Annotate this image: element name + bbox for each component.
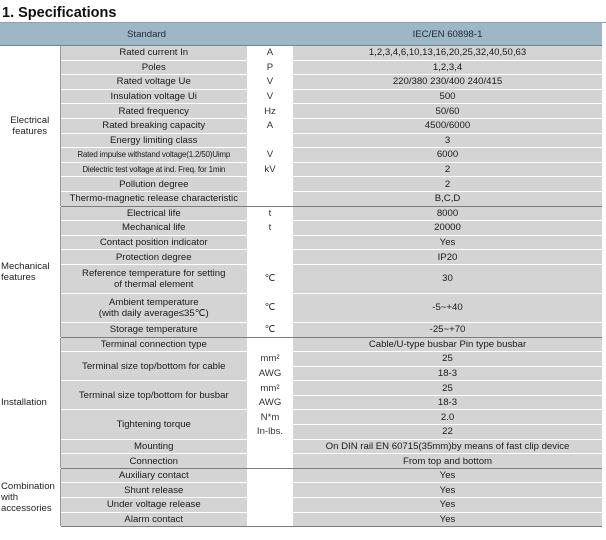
header-standard-value: IEC/EN 60898-1 [293, 23, 602, 46]
spec-unit: AWG [247, 395, 293, 410]
table-row [0, 148, 602, 163]
spec-value: 18-3 [293, 395, 602, 410]
spec-value: Yes [293, 235, 602, 250]
spec-label: Insulation voltage Ui [60, 89, 247, 104]
table-row [0, 221, 602, 236]
spec-label: Terminal size top/bottom for cable [60, 352, 247, 381]
spec-value: -25~+70 [293, 322, 602, 337]
spec-label: Rated frequency [60, 104, 247, 119]
spec-value: Cable/U-type busbar Pin type busbar [293, 337, 602, 352]
section-title: 1. Specifications [2, 5, 117, 21]
table-row [0, 468, 602, 483]
spec-value: 18-3 [293, 366, 602, 381]
spec-label: Rated impulse withstand voltage(1.2/50)Uimp [60, 148, 247, 163]
table-row [0, 322, 602, 337]
spec-label: Thermo-magnetic release characteristic [60, 191, 247, 206]
spec-unit: In-lbs. [247, 425, 293, 440]
table-row [0, 133, 602, 148]
spec-unit [247, 337, 293, 352]
table-row [0, 46, 602, 61]
spec-label: Ambient temperature (with daily average≤35℃) [60, 293, 247, 322]
spec-value: 2 [293, 162, 602, 177]
spec-label: Under voltage release [60, 498, 247, 513]
table-row [0, 162, 602, 177]
spec-unit: AWG [247, 366, 293, 381]
spec-unit: A [247, 46, 293, 61]
spec-unit: kV [247, 162, 293, 177]
spec-unit: N*m [247, 410, 293, 425]
spec-label: Auxiliary contact [60, 468, 247, 483]
spec-value: From top and bottom [293, 454, 602, 469]
spec-value: 4500/6000 [293, 118, 602, 133]
spec-value: Yes [293, 512, 602, 527]
spec-unit [247, 133, 293, 148]
spec-label: Protection degree [60, 250, 247, 265]
spec-label: Rated breaking capacity [60, 118, 247, 133]
spec-value: 8000 [293, 206, 602, 221]
spec-label: Shunt release [60, 483, 247, 498]
spec-value: Yes [293, 483, 602, 498]
spec-value: 2 [293, 177, 602, 192]
spec-label: Mounting [60, 439, 247, 454]
spec-unit: ℃ [247, 264, 293, 293]
spec-unit: A [247, 118, 293, 133]
category-mechanical: Mechanical features [0, 206, 60, 337]
spec-unit [247, 468, 293, 483]
spec-unit [247, 250, 293, 265]
spec-value: 25 [293, 381, 602, 396]
table-row [0, 483, 602, 498]
spec-unit: mm² [247, 381, 293, 396]
spec-unit [247, 439, 293, 454]
table-row [0, 206, 602, 221]
specifications-table [0, 23, 602, 527]
table-row [0, 191, 602, 206]
spec-label: Pollution degree [60, 177, 247, 192]
table-row [0, 352, 602, 367]
table-row [0, 60, 602, 75]
spec-value: 220/380 230/400 240/415 [293, 75, 602, 90]
spec-value: 20000 [293, 221, 602, 236]
spec-value: 50/60 [293, 104, 602, 119]
spec-label: Terminal size top/bottom for busbar [60, 381, 247, 410]
table-row [0, 454, 602, 469]
spec-unit [247, 235, 293, 250]
spec-unit: V [247, 148, 293, 163]
table-row [0, 381, 602, 396]
spec-unit: Hz [247, 104, 293, 119]
spec-label: Rated voltage Ue [60, 75, 247, 90]
spec-label: Electrical life [60, 206, 247, 221]
spec-unit: ℃ [247, 293, 293, 322]
table-row [0, 293, 602, 322]
spec-unit: ℃ [247, 322, 293, 337]
table-row [0, 75, 602, 90]
table-row [0, 118, 602, 133]
spec-value: B,C,D [293, 191, 602, 206]
table-row [0, 235, 602, 250]
table-row [0, 439, 602, 454]
spec-label: Reference temperature for setting of thermal element [60, 264, 247, 293]
spec-label: Tightening torque [60, 410, 247, 439]
spec-value: 30 [293, 264, 602, 293]
spec-unit: V [247, 75, 293, 90]
spec-value: -5~+40 [293, 293, 602, 322]
spec-value: 500 [293, 89, 602, 104]
spec-value: 1,2,3,4 [293, 60, 602, 75]
table-row [0, 104, 602, 119]
spec-unit: t [247, 221, 293, 236]
spec-label: Rated current In [60, 46, 247, 61]
accessories-group [0, 468, 602, 526]
spec-label: Energy limiting class [60, 133, 247, 148]
header-standard-label: Standard [0, 23, 293, 46]
electrical-group [0, 46, 602, 207]
spec-unit: V [247, 89, 293, 104]
table-row [0, 410, 602, 425]
table-row [0, 337, 602, 352]
table-row [0, 264, 602, 293]
spec-value: Yes [293, 498, 602, 513]
spec-unit [247, 483, 293, 498]
spec-label: Contact position indicator [60, 235, 247, 250]
spec-value: Yes [293, 468, 602, 483]
spec-unit [247, 191, 293, 206]
spec-unit [247, 512, 293, 527]
spec-label: Poles [60, 60, 247, 75]
spec-unit: t [247, 206, 293, 221]
table-row [0, 498, 602, 513]
spec-value: IP20 [293, 250, 602, 265]
spec-value: 25 [293, 352, 602, 367]
table-row [0, 512, 602, 527]
spec-value: 22 [293, 425, 602, 440]
spec-label: Mechanical life [60, 221, 247, 236]
spec-value: On DIN rail EN 60715(35mm)by means of fast clip device [293, 439, 602, 454]
spec-unit: mm² [247, 352, 293, 367]
category-electrical: Electrical features [0, 46, 60, 207]
category-installation: Installation [0, 337, 60, 468]
spec-unit [247, 498, 293, 513]
spec-label: Connection [60, 454, 247, 469]
spec-unit [247, 177, 293, 192]
category-accessories: Combination with accessories [0, 468, 60, 526]
table-header-row [0, 23, 602, 46]
spec-unit: P [247, 60, 293, 75]
spec-value: 1,2,3,4,6,10,13,16,20,25,32,40,50,63 [293, 46, 602, 61]
spec-value: 2.0 [293, 410, 602, 425]
table-row [0, 89, 602, 104]
spec-label: Storage temperature [60, 322, 247, 337]
table-row [0, 177, 602, 192]
table-row [0, 250, 602, 265]
spec-value: 3 [293, 133, 602, 148]
spec-unit [247, 454, 293, 469]
installation-group [0, 337, 602, 468]
spec-label: Terminal connection type [60, 337, 247, 352]
spec-value: 6000 [293, 148, 602, 163]
mechanical-group [0, 206, 602, 337]
spec-label: Alarm contact [60, 512, 247, 527]
spec-label: Dielectric test voltage at ind. Freq. for 1min [60, 162, 247, 177]
